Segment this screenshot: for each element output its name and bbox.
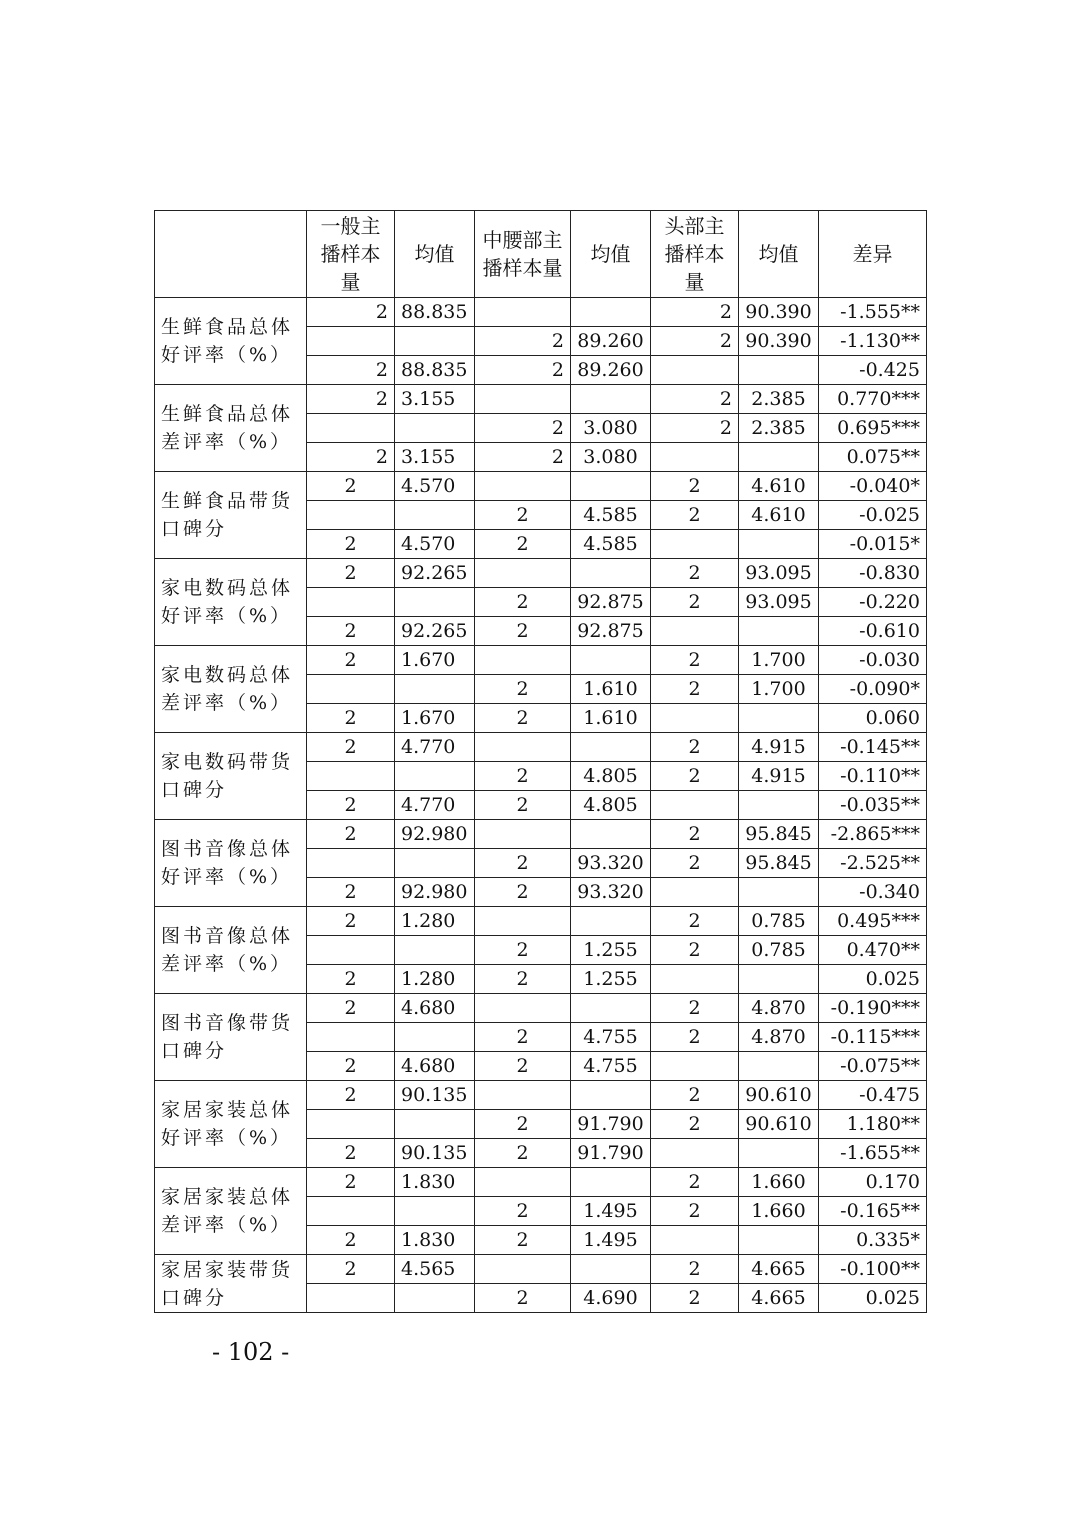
general-mean-cell [395,762,475,791]
row-group-label: 家居家装带货口碑分 [155,1255,307,1313]
difference-cell: -0.610 [819,617,927,646]
general-mean-cell [395,675,475,704]
mid-mean-cell [571,733,651,762]
mid-sample-cell: 2 [475,1226,571,1255]
top-sample-cell [651,791,739,820]
general-sample-cell: 2 [307,646,395,675]
top-sample-cell: 2 [651,936,739,965]
general-mean-cell [395,849,475,878]
top-sample-cell [651,878,739,907]
general-mean-cell: 92.265 [395,617,475,646]
difference-cell: -1.555** [819,298,927,327]
difference-cell: -0.100** [819,1255,927,1284]
header-mid-mean: 均值 [571,211,651,298]
general-mean-cell: 88.835 [395,356,475,385]
general-sample-cell: 2 [307,733,395,762]
header-general-sample: 一般主播样本量 [307,211,395,298]
top-sample-cell: 2 [651,994,739,1023]
top-mean-cell: 1.660 [739,1197,819,1226]
general-mean-cell: 1.830 [395,1226,475,1255]
mid-mean-cell: 1.495 [571,1226,651,1255]
general-mean-cell: 4.570 [395,472,475,501]
mid-sample-cell: 2 [475,762,571,791]
table-row [155,820,927,849]
general-sample-cell [307,1023,395,1052]
general-mean-cell [395,1023,475,1052]
general-sample-cell: 2 [307,1255,395,1284]
general-mean-cell: 92.980 [395,878,475,907]
mid-sample-cell: 2 [475,849,571,878]
mid-mean-cell: 4.690 [571,1284,651,1313]
general-sample-cell [307,936,395,965]
top-mean-cell: 93.095 [739,588,819,617]
mid-sample-cell: 2 [475,327,571,356]
mid-sample-cell: 2 [475,356,571,385]
general-sample-cell: 2 [307,530,395,559]
top-mean-cell: 90.610 [739,1110,819,1139]
top-mean-cell [739,1226,819,1255]
general-mean-cell: 92.265 [395,559,475,588]
general-sample-cell: 2 [307,1139,395,1168]
mid-mean-cell [571,646,651,675]
top-mean-cell [739,704,819,733]
top-sample-cell: 2 [651,472,739,501]
general-mean-cell [395,414,475,443]
general-sample-cell: 2 [307,385,395,414]
mid-sample-cell: 2 [475,588,571,617]
general-sample-cell [307,1197,395,1226]
top-sample-cell: 2 [651,762,739,791]
mid-sample-cell [475,733,571,762]
general-mean-cell: 4.565 [395,1255,475,1284]
difference-cell: -0.425 [819,356,927,385]
mid-mean-cell: 91.790 [571,1139,651,1168]
top-mean-cell: 4.665 [739,1284,819,1313]
difference-cell: 0.335* [819,1226,927,1255]
mid-mean-cell [571,1255,651,1284]
general-sample-cell: 2 [307,878,395,907]
general-sample-cell: 2 [307,443,395,472]
row-group-label: 家电数码总体好评率（%） [155,559,307,646]
mid-sample-cell: 2 [475,936,571,965]
mid-sample-cell: 2 [475,501,571,530]
difference-cell: -0.115*** [819,1023,927,1052]
row-group-label: 图书音像总体好评率（%） [155,820,307,907]
mid-sample-cell: 2 [475,1110,571,1139]
top-sample-cell: 2 [651,1255,739,1284]
top-sample-cell: 2 [651,1081,739,1110]
mid-mean-cell: 4.585 [571,501,651,530]
general-mean-cell: 90.135 [395,1081,475,1110]
table-row [155,646,927,675]
top-mean-cell: 90.390 [739,298,819,327]
difference-cell: 1.180** [819,1110,927,1139]
mid-mean-cell: 1.255 [571,965,651,994]
top-sample-cell: 2 [651,820,739,849]
top-mean-cell [739,530,819,559]
mid-mean-cell [571,385,651,414]
mid-mean-cell: 1.495 [571,1197,651,1226]
general-sample-cell [307,675,395,704]
mid-sample-cell [475,820,571,849]
top-sample-cell: 2 [651,385,739,414]
difference-cell: -0.145** [819,733,927,762]
header-corner [155,211,307,298]
general-mean-cell: 4.680 [395,994,475,1023]
top-sample-cell: 2 [651,675,739,704]
general-sample-cell [307,1110,395,1139]
top-mean-cell: 4.610 [739,472,819,501]
mid-sample-cell: 2 [475,1023,571,1052]
general-sample-cell: 2 [307,298,395,327]
difference-cell: -0.040* [819,472,927,501]
mid-sample-cell [475,1168,571,1197]
mid-sample-cell [475,646,571,675]
top-mean-cell: 95.845 [739,849,819,878]
mid-mean-cell [571,1168,651,1197]
difference-cell: -2.525** [819,849,927,878]
general-sample-cell: 2 [307,704,395,733]
mid-sample-cell: 2 [475,530,571,559]
mid-mean-cell [571,559,651,588]
top-sample-cell: 2 [651,298,739,327]
difference-cell: -0.190*** [819,994,927,1023]
mid-mean-cell [571,1081,651,1110]
mid-sample-cell: 2 [475,704,571,733]
general-sample-cell: 2 [307,1226,395,1255]
top-sample-cell: 2 [651,1197,739,1226]
mid-mean-cell: 3.080 [571,443,651,472]
header-difference: 差异 [819,211,927,298]
general-mean-cell: 88.835 [395,298,475,327]
mid-mean-cell [571,472,651,501]
top-sample-cell: 2 [651,1023,739,1052]
general-mean-cell: 90.135 [395,1139,475,1168]
mid-mean-cell [571,820,651,849]
table-body [155,298,927,1313]
mid-sample-cell [475,907,571,936]
top-sample-cell: 2 [651,733,739,762]
top-sample-cell: 2 [651,849,739,878]
top-mean-cell: 4.610 [739,501,819,530]
top-mean-cell: 4.915 [739,733,819,762]
top-mean-cell [739,443,819,472]
general-mean-cell: 3.155 [395,385,475,414]
top-sample-cell: 2 [651,414,739,443]
general-mean-cell [395,327,475,356]
top-mean-cell: 1.700 [739,646,819,675]
difference-cell: -0.090* [819,675,927,704]
top-sample-cell [651,1052,739,1081]
top-mean-cell [739,878,819,907]
top-sample-cell: 2 [651,588,739,617]
general-sample-cell: 2 [307,1081,395,1110]
top-mean-cell [739,1139,819,1168]
top-sample-cell: 2 [651,1284,739,1313]
mid-mean-cell: 1.610 [571,675,651,704]
mid-mean-cell: 3.080 [571,414,651,443]
general-sample-cell [307,414,395,443]
general-mean-cell: 92.980 [395,820,475,849]
row-group-label: 生鲜食品带货口碑分 [155,472,307,559]
mid-mean-cell: 4.585 [571,530,651,559]
top-mean-cell [739,356,819,385]
general-mean-cell: 4.680 [395,1052,475,1081]
mid-sample-cell: 2 [475,1139,571,1168]
difference-cell: 0.470** [819,936,927,965]
comparison-table [154,210,927,1313]
difference-cell: 0.170 [819,1168,927,1197]
top-mean-cell [739,1052,819,1081]
top-sample-cell: 2 [651,646,739,675]
top-mean-cell: 2.385 [739,385,819,414]
general-mean-cell [395,936,475,965]
mid-mean-cell: 93.320 [571,878,651,907]
mid-mean-cell [571,907,651,936]
page-number: - 102 - [212,1338,290,1366]
mid-sample-cell [475,559,571,588]
top-mean-cell: 1.700 [739,675,819,704]
top-mean-cell: 4.665 [739,1255,819,1284]
mid-mean-cell: 4.805 [571,762,651,791]
general-sample-cell [307,327,395,356]
general-sample-cell [307,849,395,878]
general-mean-cell [395,1197,475,1226]
difference-cell: -1.655** [819,1139,927,1168]
general-sample-cell [307,588,395,617]
top-sample-cell: 2 [651,1168,739,1197]
mid-sample-cell: 2 [475,414,571,443]
header-top-mean: 均值 [739,211,819,298]
general-sample-cell: 2 [307,907,395,936]
mid-sample-cell: 2 [475,1052,571,1081]
difference-cell: -0.025 [819,501,927,530]
mid-sample-cell [475,1081,571,1110]
mid-mean-cell: 4.755 [571,1052,651,1081]
general-mean-cell: 3.155 [395,443,475,472]
mid-mean-cell: 4.755 [571,1023,651,1052]
difference-cell: -0.030 [819,646,927,675]
top-mean-cell: 2.385 [739,414,819,443]
mid-mean-cell: 92.875 [571,588,651,617]
header-general-mean: 均值 [395,211,475,298]
top-sample-cell [651,443,739,472]
top-mean-cell: 4.870 [739,994,819,1023]
general-mean-cell: 1.830 [395,1168,475,1197]
top-sample-cell: 2 [651,559,739,588]
top-mean-cell [739,617,819,646]
general-sample-cell: 2 [307,1168,395,1197]
top-mean-cell: 0.785 [739,936,819,965]
general-sample-cell [307,1284,395,1313]
mid-mean-cell: 92.875 [571,617,651,646]
mid-sample-cell: 2 [475,443,571,472]
top-sample-cell [651,704,739,733]
row-group-label: 生鲜食品总体好评率（%） [155,298,307,385]
general-mean-cell [395,501,475,530]
general-sample-cell: 2 [307,559,395,588]
top-mean-cell: 90.390 [739,327,819,356]
top-mean-cell: 93.095 [739,559,819,588]
top-sample-cell [651,530,739,559]
mid-sample-cell [475,298,571,327]
top-mean-cell: 4.870 [739,1023,819,1052]
top-sample-cell: 2 [651,501,739,530]
table-row [155,1168,927,1197]
top-mean-cell: 1.660 [739,1168,819,1197]
row-group-label: 家电数码总体差评率（%） [155,646,307,733]
difference-cell: -0.340 [819,878,927,907]
general-mean-cell: 1.670 [395,704,475,733]
mid-sample-cell: 2 [475,1284,571,1313]
difference-cell: 0.025 [819,1284,927,1313]
top-mean-cell: 0.785 [739,907,819,936]
difference-cell: 0.025 [819,965,927,994]
mid-mean-cell [571,994,651,1023]
top-mean-cell: 95.845 [739,820,819,849]
table-row [155,1255,927,1284]
top-sample-cell [651,1226,739,1255]
general-mean-cell: 1.280 [395,965,475,994]
mid-mean-cell: 93.320 [571,849,651,878]
mid-sample-cell [475,472,571,501]
row-group-label: 生鲜食品总体差评率（%） [155,385,307,472]
difference-cell: -0.110** [819,762,927,791]
top-sample-cell [651,965,739,994]
header-row [155,211,927,298]
table-row [155,298,927,327]
general-sample-cell: 2 [307,472,395,501]
general-sample-cell: 2 [307,1052,395,1081]
general-sample-cell: 2 [307,965,395,994]
mid-mean-cell: 4.805 [571,791,651,820]
difference-cell: -0.165** [819,1197,927,1226]
general-mean-cell [395,1110,475,1139]
row-group-label: 图书音像带货口碑分 [155,994,307,1081]
general-mean-cell: 4.570 [395,530,475,559]
difference-cell: -1.130** [819,327,927,356]
difference-cell: -2.865*** [819,820,927,849]
row-group-label: 图书音像总体差评率（%） [155,907,307,994]
table-row [155,733,927,762]
row-group-label: 家居家装总体好评率（%） [155,1081,307,1168]
difference-cell: 0.495*** [819,907,927,936]
top-sample-cell [651,1139,739,1168]
top-sample-cell: 2 [651,1110,739,1139]
mid-sample-cell: 2 [475,965,571,994]
difference-cell: 0.060 [819,704,927,733]
top-mean-cell [739,965,819,994]
top-sample-cell: 2 [651,907,739,936]
top-sample-cell [651,617,739,646]
general-sample-cell: 2 [307,356,395,385]
difference-cell: -0.830 [819,559,927,588]
difference-cell: -0.015* [819,530,927,559]
mid-mean-cell [571,298,651,327]
header-mid-sample: 中腰部主播样本量 [475,211,571,298]
general-sample-cell: 2 [307,617,395,646]
row-group-label: 家电数码带货口碑分 [155,733,307,820]
difference-cell: -0.075** [819,1052,927,1081]
table-row [155,559,927,588]
mid-mean-cell: 91.790 [571,1110,651,1139]
difference-cell: -0.475 [819,1081,927,1110]
mid-sample-cell: 2 [475,791,571,820]
difference-cell: 0.695*** [819,414,927,443]
header-top-sample: 头部主播样本量 [651,211,739,298]
top-sample-cell: 2 [651,327,739,356]
mid-sample-cell: 2 [475,675,571,704]
mid-sample-cell [475,385,571,414]
mid-sample-cell [475,1255,571,1284]
general-sample-cell: 2 [307,820,395,849]
mid-mean-cell: 1.610 [571,704,651,733]
general-mean-cell [395,588,475,617]
top-mean-cell: 4.915 [739,762,819,791]
general-mean-cell: 4.770 [395,791,475,820]
mid-sample-cell [475,994,571,1023]
general-sample-cell: 2 [307,791,395,820]
top-mean-cell: 90.610 [739,1081,819,1110]
mid-mean-cell: 89.260 [571,356,651,385]
top-mean-cell [739,791,819,820]
mid-mean-cell: 1.255 [571,936,651,965]
mid-mean-cell: 89.260 [571,327,651,356]
general-mean-cell: 4.770 [395,733,475,762]
table-row [155,385,927,414]
table-row [155,907,927,936]
row-group-label: 家居家装总体差评率（%） [155,1168,307,1255]
mid-sample-cell: 2 [475,617,571,646]
general-mean-cell [395,1284,475,1313]
table-row [155,994,927,1023]
difference-cell: -0.035** [819,791,927,820]
top-sample-cell [651,356,739,385]
difference-cell: -0.220 [819,588,927,617]
general-sample-cell: 2 [307,994,395,1023]
mid-sample-cell: 2 [475,1197,571,1226]
mid-sample-cell: 2 [475,878,571,907]
general-mean-cell: 1.670 [395,646,475,675]
general-sample-cell [307,501,395,530]
general-mean-cell: 1.280 [395,907,475,936]
table-row [155,1081,927,1110]
table-row [155,472,927,501]
difference-cell: 0.075** [819,443,927,472]
general-sample-cell [307,762,395,791]
difference-cell: 0.770*** [819,385,927,414]
